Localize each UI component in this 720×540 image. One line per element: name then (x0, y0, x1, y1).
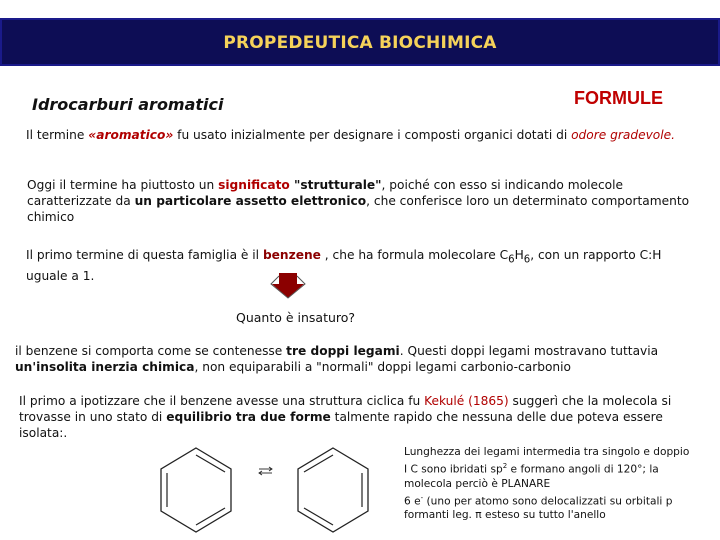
subscript: 6 (523, 254, 531, 266)
text-segment: H (514, 248, 524, 262)
text-segment: . Questi doppi legami mostravano tuttavia (399, 344, 659, 358)
text-segment: suggerì che la molecola si trovasse in uno stato di (19, 394, 672, 424)
benzene-properties-notes (404, 445, 704, 522)
text-segment: il benzene si comporta come se contenesse (15, 344, 287, 358)
text-segment: Il primo termine di questa famiglia è il (26, 248, 263, 262)
text-segment: esteso su tutto l'anello (481, 509, 606, 522)
text-segment: Il primo a ipotizzare che il benzene avesse una struttura ciclica fu (19, 394, 425, 408)
resonance-arrow-icon (258, 466, 274, 476)
term-significato: significato (218, 178, 290, 192)
paragraph-kekule (19, 393, 699, 441)
text-segment: Il termine (26, 128, 89, 142)
paragraph-double-bonds (15, 343, 705, 375)
term-benzene: benzene (262, 248, 321, 262)
paragraph-aromatic-definition (26, 127, 686, 143)
text-segment: , che conferisce loro un determinato comportamento chimico (27, 194, 690, 224)
paragraph-benzene-formula (26, 247, 686, 284)
text-segment: fu usato inizialmente per designare i composti organici dotati di (173, 128, 572, 142)
text-segment: Oggi il termine ha piuttosto un (27, 178, 219, 192)
section-heading: Idrocarburi aromatici (32, 95, 224, 114)
text-segment: 6 e (404, 495, 421, 508)
term-strutturale: "strutturale" (289, 178, 382, 192)
term-tre-doppi-legami: tre doppi legami (286, 344, 400, 358)
text-segment: , che ha formula molecolare C (320, 248, 509, 262)
text-segment: (uno per atomo sono delocalizzati su orbitali p formanti leg. (404, 495, 673, 522)
term-aromatico: «aromatico» (88, 128, 174, 142)
note-bond-length: Lunghezza dei legami intermedia tra singolo e doppio (404, 446, 690, 458)
term-kekule: Kekulé (1865) (424, 394, 509, 408)
benzene-kekule-structure-icon (155, 442, 237, 538)
term-equilibrio: equilibrio tra due forme (166, 410, 331, 424)
text-segment: I C sono ibridati sp (404, 463, 503, 476)
pi-symbol: π (475, 509, 482, 522)
term-inerzia-chimica: un'insolita inerzia chimica (15, 360, 195, 374)
formule-label: FORMULE (574, 88, 663, 108)
down-arrow-icon (270, 273, 306, 299)
note-hybridization (404, 459, 704, 491)
paragraph-structural-meaning (27, 177, 697, 225)
text-segment: , non equiparabili a "normali" doppi legami carbonio-carbonio (194, 360, 571, 374)
text-segment: , con un rapporto C:H uguale a 1. (26, 248, 662, 284)
subscript: 6 (508, 254, 515, 266)
question-text: Quanto è insaturo? (236, 310, 356, 325)
note-delocalization (404, 491, 704, 523)
text-segment: talmente rapido che nessuna delle due poteva essere isolata:. (19, 410, 663, 440)
term-assetto-elettronico: un particolare assetto elettronico (134, 194, 367, 208)
text-segment: e formano angoli di 120°; la molecola perciò è PLANARE (404, 463, 659, 490)
superscript: - (420, 493, 424, 502)
page-title: PROPEDEUTICA BIOCHIMICA (223, 33, 497, 53)
superscript: 2 (502, 462, 508, 470)
term-odore-gradevole: odore gradevole. (571, 128, 676, 142)
benzene-kekule-structure-icon (292, 442, 374, 538)
text-segment: , poiché con esso si indicando molecole caratterizzate da (27, 178, 623, 208)
